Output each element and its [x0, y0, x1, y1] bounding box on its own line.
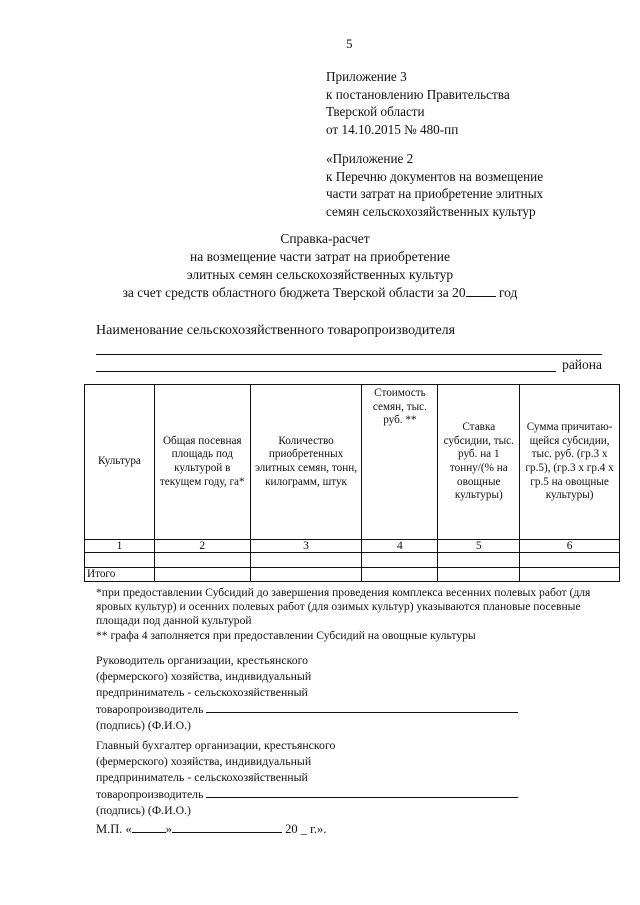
- producer-label: Наименование сельскохозяйственного товаропроизводителя: [96, 323, 456, 338]
- table-cell[interactable]: [362, 568, 438, 582]
- total-label: Итого: [85, 568, 155, 582]
- column-number: 1: [85, 540, 155, 553]
- title-line-1: Справка-расчет: [280, 231, 370, 246]
- mp-prefix: М.П. «: [96, 822, 132, 836]
- header-subsidy-sum: Сумма причитаю-щейся субсидии, тыс. руб. (гр.3 х гр.5), (гр.3 х гр.4 х гр.5 на овощные культуры): [520, 385, 620, 540]
- head-signature-field[interactable]: [206, 702, 518, 713]
- signature-caption: (подпись) (Ф.И.О.): [96, 717, 191, 732]
- appendix-3-header: [326, 68, 510, 138]
- appendix-3-line: от 14.10.2015 № 480-пп: [326, 121, 459, 137]
- header-cost: Стоимость семян, тыс. руб. **: [362, 385, 438, 540]
- footnote-2: ** графа 4 заполняется при предоставлении Субсидий на овощные культуры: [96, 628, 476, 642]
- appendix-2-line: «Приложение 2: [326, 151, 414, 166]
- district-row: [96, 356, 602, 374]
- appendix-3-line: Приложение 3: [326, 69, 407, 84]
- table-cell[interactable]: [154, 568, 250, 582]
- header-area: Общая посевная площадь под культурой в текущем году, га*: [154, 385, 250, 540]
- signature-line: [96, 786, 518, 802]
- appendix-2-line: к Перечню документов на возмещение: [326, 168, 544, 184]
- table-cell[interactable]: [520, 568, 620, 582]
- table-row: [85, 540, 620, 553]
- year-blank[interactable]: [466, 284, 496, 297]
- header-rate: Ставка субсидии, тыс. руб. на 1 тонну/(% на овощные культуры): [438, 385, 520, 540]
- signature-producer-label: товаропроизводитель: [96, 786, 204, 801]
- column-number: 2: [154, 540, 250, 553]
- table-cell[interactable]: [520, 553, 620, 568]
- head-signature-block: [96, 652, 518, 733]
- column-number: 6: [520, 540, 620, 553]
- mp-mid: »: [165, 822, 173, 836]
- table-row: [85, 553, 620, 568]
- signature-line: Главный бухгалтер организации, крестьянского: [96, 738, 336, 752]
- appendix-3-line: Тверской области: [326, 104, 425, 119]
- signature-caption: (подпись) (Ф.И.О.): [96, 802, 191, 817]
- seal-date-line: [96, 822, 326, 837]
- table-cell[interactable]: [250, 568, 362, 582]
- document-title: [0, 230, 640, 302]
- appendix-2-line: семян сельскохозяйственных культур: [326, 203, 536, 219]
- table-total-row: [85, 568, 620, 582]
- title-line-3: элитных семян сельскохозяйственных культур: [186, 267, 454, 282]
- signature-producer-label: товаропроизводитель: [96, 701, 204, 716]
- day-blank[interactable]: [132, 822, 166, 833]
- table-cell[interactable]: [438, 568, 520, 582]
- signature-line: (фермерского) хозяйства, индивидуальный: [96, 669, 312, 684]
- column-number: 4: [362, 540, 438, 553]
- page-number: 5: [346, 36, 353, 51]
- mp-suffix: 20 _ г.».: [282, 822, 327, 836]
- appendix-2-line: части затрат на приобретение элитных: [326, 186, 544, 201]
- title-line-2: на возмещение части затрат на приобретение: [190, 249, 450, 264]
- appendix-2-header: [326, 150, 543, 220]
- accountant-signature-block: [96, 737, 518, 818]
- district-label: района: [562, 357, 602, 372]
- table-cell[interactable]: [362, 553, 438, 568]
- accountant-signature-field[interactable]: [206, 787, 518, 798]
- column-number: 3: [250, 540, 362, 553]
- table-cell[interactable]: [154, 553, 250, 568]
- table-header-row: [85, 385, 620, 540]
- title-line-4: [0, 284, 640, 302]
- district-name-line[interactable]: [96, 371, 556, 372]
- month-blank[interactable]: [172, 822, 282, 833]
- column-number: 5: [438, 540, 520, 553]
- signature-line: Руководитель организации, крестьянского: [96, 653, 309, 667]
- producer-name-line[interactable]: [96, 354, 602, 355]
- title-line-4-text: за счет средств областного бюджета Тверской области за 20: [122, 285, 466, 300]
- signature-line: предприниматель - сельскохозяйственный: [96, 685, 308, 700]
- footnote-1: *при предоставлении Субсидий до завершения проведения комплекса весенних полевых работ (для яровых культур) и осенних полевых работ (для озимых культур) указываются плановые посевные площади под данной культурой: [96, 586, 591, 628]
- signature-line: (фермерского) хозяйства, индивидуальный: [96, 754, 312, 769]
- header-quantity: Количество приобретенных элитных семян, тонн, килограмм, штук: [250, 385, 362, 540]
- table-cell[interactable]: [438, 553, 520, 568]
- header-culture: Культура: [85, 385, 155, 540]
- calculation-table: [84, 384, 620, 582]
- signature-line: предприниматель - сельскохозяйственный: [96, 770, 308, 785]
- appendix-3-line: к постановлению Правительства: [326, 86, 510, 102]
- signature-line: [96, 701, 518, 717]
- table-cell[interactable]: [85, 553, 155, 568]
- table-cell[interactable]: [250, 553, 362, 568]
- footnotes: [96, 586, 616, 643]
- title-line-4-suffix: год: [495, 285, 518, 300]
